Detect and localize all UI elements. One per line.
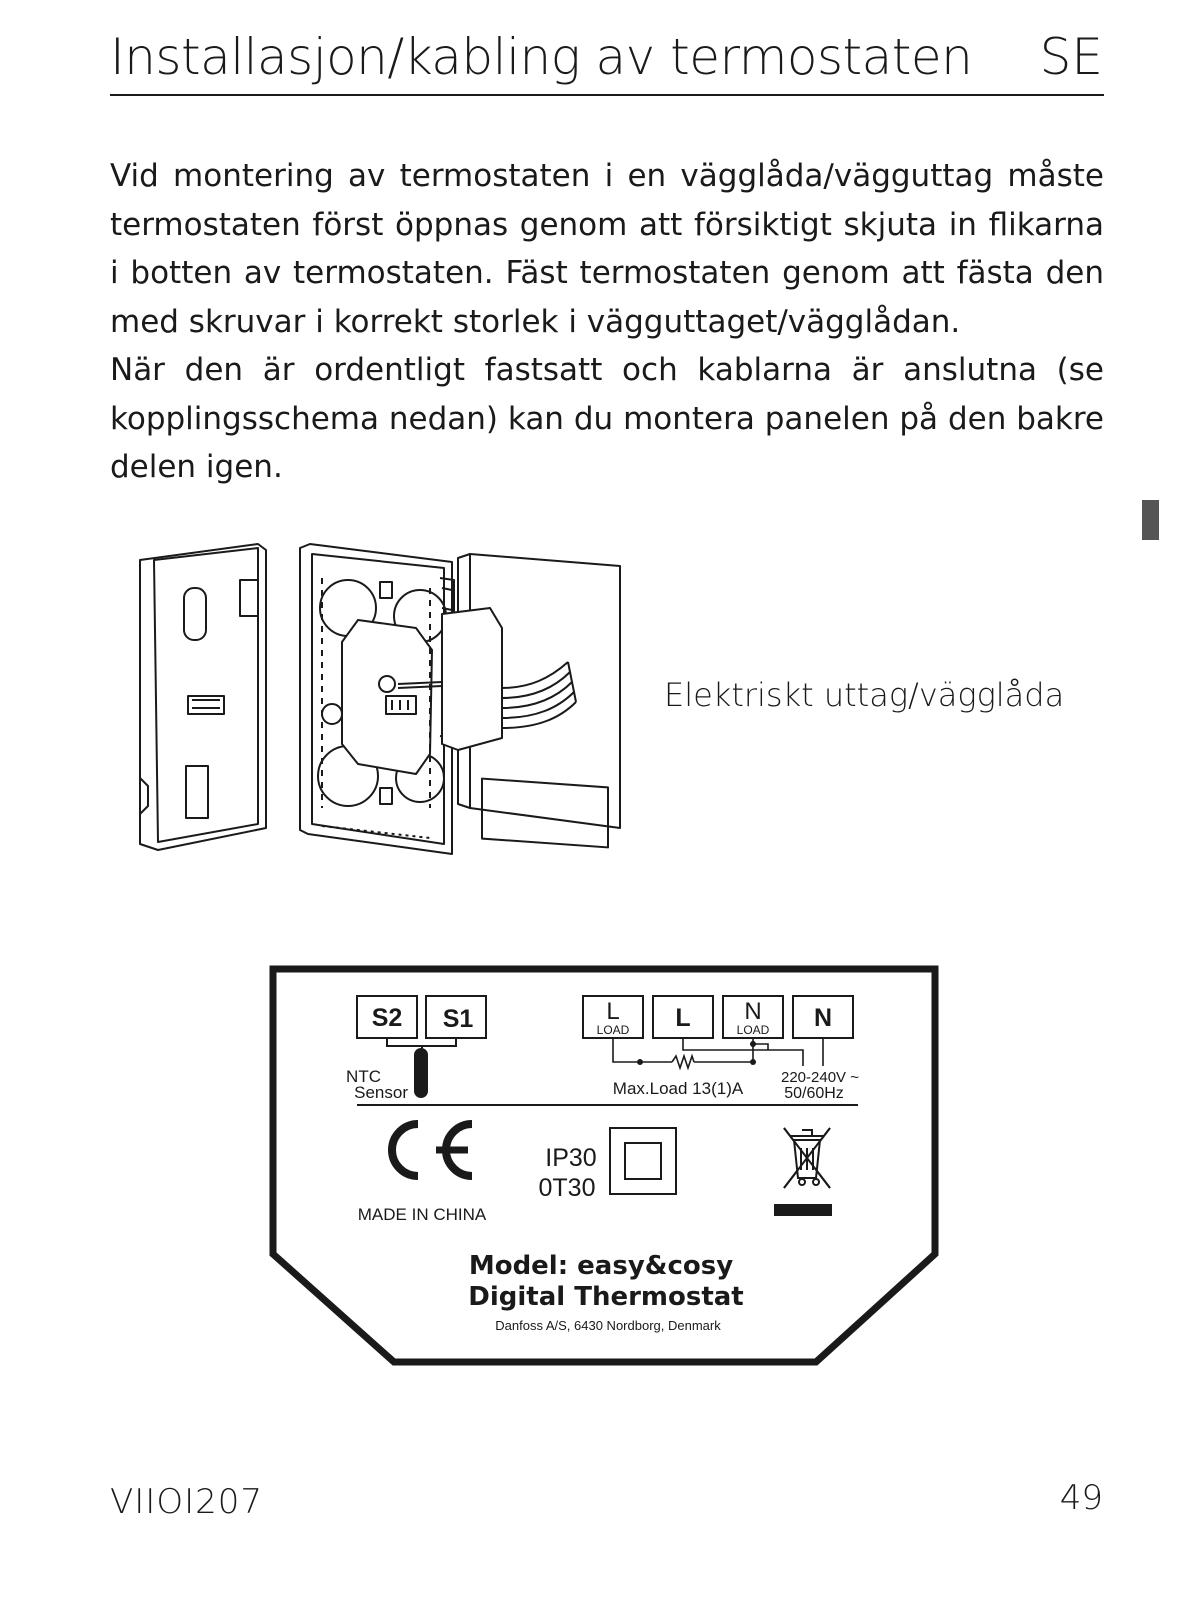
page-title: Installasjon/kabling av termostaten [110, 28, 973, 86]
terminal-s1-label: S1 [442, 1005, 474, 1033]
back-plate-drawing [300, 544, 452, 854]
made-in-label: MADE IN CHINA [357, 1205, 487, 1224]
front-panel-drawing [140, 544, 266, 850]
header-rule [110, 94, 1104, 96]
page-number: 49 [1059, 1478, 1103, 1518]
terminal-l-label: L [675, 1004, 691, 1032]
temp-rating-label: 0T30 [538, 1174, 596, 1202]
ntc-sensor-icon [414, 1048, 428, 1098]
sensor-label: Sensor [354, 1083, 408, 1102]
terminal-n-label: N [813, 1004, 833, 1032]
instructions-text [110, 152, 1104, 492]
document-code: VIIOI207 [110, 1482, 263, 1522]
wall-box-drawing [442, 554, 620, 847]
terminal-n-load-main: N [744, 998, 762, 1025]
section-tab-marker [1142, 500, 1159, 540]
product-name-label: Digital Thermostat [468, 1282, 744, 1312]
weee-bar-icon [774, 1204, 832, 1216]
wall-box-label: Elektriskt uttag/vägglåda [664, 676, 1065, 714]
model-label: Model: easy&cosy [468, 1251, 734, 1281]
terminal-l-load-main: L [606, 998, 620, 1025]
voltage-label: 220-240V ~ [781, 1069, 859, 1086]
ntc-label: NTC [346, 1067, 381, 1086]
ip-rating-label: IP30 [545, 1144, 597, 1172]
terminal-s2-label: S2 [371, 1004, 403, 1032]
wiring-label-plate [268, 964, 942, 1374]
frequency-label: 50/60Hz [784, 1085, 844, 1102]
language-code: SE [1039, 28, 1103, 86]
terminal-n-load-sub: LOAD [736, 1023, 770, 1037]
mounting-illustration [130, 538, 630, 858]
instructions-paragraph-1: Vid montering av termostaten i en vägglåda/vägguttag måste termostaten först öppnas genom att försiktigt skjuta in flikarna i botten av termostaten. Fäst termostaten genom att fästa den med skruvar i korrekt storlek i vägguttaget/vägglådan. [110, 158, 1104, 340]
manufacturer-label: Danfoss A/S, 6430 Nordborg, Denmark [495, 1318, 721, 1333]
max-load-label: Max.Load 13(1)A [612, 1079, 744, 1098]
terminal-l-load-sub: LOAD [596, 1023, 630, 1037]
instructions-paragraph-2: När den är ordentligt fastsatt och kablarna är anslutna (se kopplingsschema nedan) kan du montera panelen på den bakre delen igen. [110, 352, 1104, 485]
